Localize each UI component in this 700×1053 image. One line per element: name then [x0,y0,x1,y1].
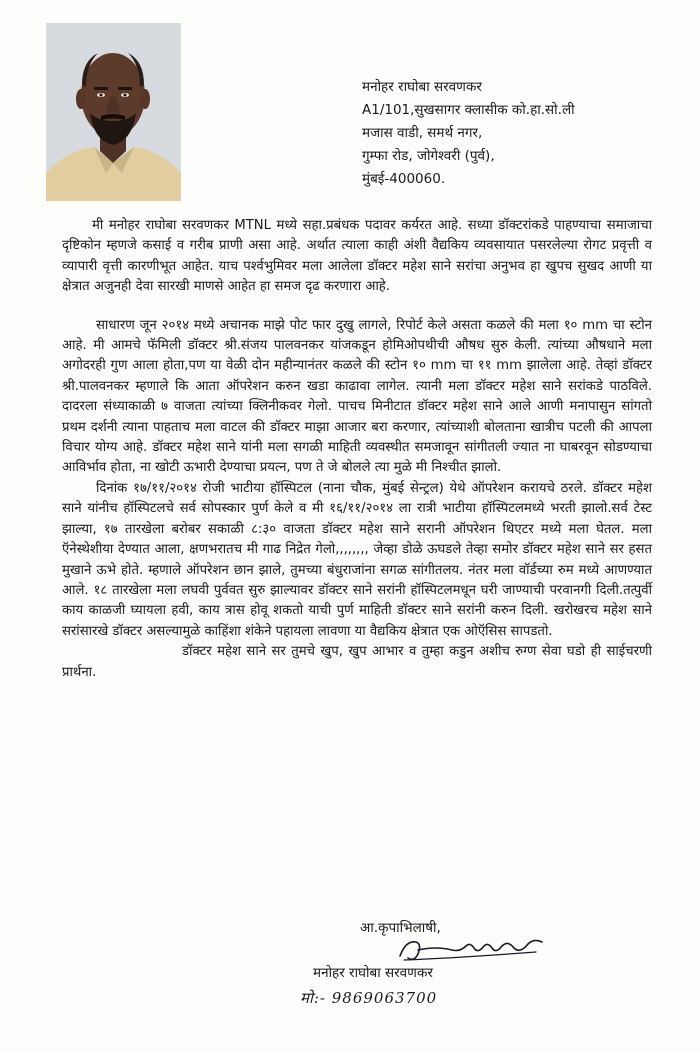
sender-name: मनोहर राघोबा सरवणकर [362,79,482,95]
signoff-name: मनोहर राघोबा सरवणकर [313,965,433,981]
letter-paragraph-3: दिनांक १७/११/२०१४ रोजी भाटीया हॉस्पिटल (नाना चौक, मुंबई सेन्ट्रल) येथे ऑपरेशन करायचे ठरले. डॉक्टर महेश साने यांनीच हॉस्पिटलचे सर्व सोपस्कार पुर्ण केले व मी १६/११/२०१४ ला रात्री भाटीया हॉस्पिटलमध्ये भरती झालो.सर्व टेस्ट झाल्या, १७ तारखेला बरोबर सकाळी ८:३० वाजता डॉक्टर महेश साने सरानी ऑपरेशन थिएटर मध्ये मला घेतल. मला ऍनेस्थेशीया देण्यात आला, क्षणभरातच मी गाढ निद्रेत गेलो,,,,,,,, जेव्हा डोळे ऊघडले तेव्हा समोर डॉक्टर महेश साने सर हसत मुखाने ऊभे होते. म्हणाले ऑपरेशन छान झाले, तुमच्या बंधुराजांना सगळ सांगीतलय. नंतर मला वॉर्डच्या रुम मध्ये आणण्यात आले. १८ तारखेला मला लघवी पुर्ववत सुरु झाल्यावर डॉक्टर साने सरांनी हॉस्पिटलमधून घरी जाण्याची परवानगी दिली.तत्पुर्वी काय काळजी घ्यायला हवी, काय त्रास होवू शकतो याची पुर्ण माहिती डॉक्टर साने सरांनी करुन दिली. खरोखरच महेश साने सरांसारखे डॉक्टर असल्यामुळे काहिंशा शंकेने पहायला लावणा या वैद्यकिय क्षेत्रात एक ओऍसिस सापडतो. [62,480,652,639]
handwritten-signature [396,932,546,966]
address-line-1: A1/101,सुखसागर क्लासीक को.हा.सो.ली [362,102,575,118]
address-line-3: गुम्फा रोड, जोगेश्वरी (पुर्व), [362,148,495,164]
address-line-4: मुंबई-400060. [362,171,446,187]
signoff-phone: मो:- 9869063700 [300,989,438,1007]
portrait-image [46,23,181,201]
letter-body [62,216,652,683]
address-line-2: मजास वाडी, समर्थ नगर, [362,125,483,141]
letter-paragraph-2: साधारण जून २०१४ मध्ये अचानक माझे पोट फार दुखु लागले, रिपोर्ट केले असता कळले की मला १० mm चा स्टोन आहे. मी आमचे फॅमिली डॉक्टर श्री.संजय पालवनकर यांजकडून होमिओपथीची औषध सुरु केली. त्यांच्या औषधाने मला अगोदरही गुण आला होता,पण या वेळी दोन महीन्यानंतर कळले की स्टोन १० mm चा ११ mm झालेला आहे. तेव्हां डॉक्टर श्री.पालवनकर म्हणाले कि आता ऑपरेशन करुन खडा काढावा लागेल. त्यानी मला डॉक्टर महेश साने सरांकडे पाठविले. दादरला संध्याकाळी ७ वाजता त्यांच्या क्लिनीकवर गेलो. पाचच मिनीटात डॉक्टर महेश साने आले आणी मनापासुन सांगतो प्रथम दर्शनी त्याना पाहताच मला वाटल की डॉक्टर माझा आजार बरा करणार, त्यांच्याशी बोलताना खात्रीच पटली की आपला विचार योग्य आहे. डॉक्टर महेश साने यांनी मला सगळी माहिती व्यवस्थीत समजावून सांगीतली ज्यात ना घाबरवून सोडण्याचा आविर्भाव होता, ना खोटी ऊभारी देण्याचा प्रयत्न, पण ते जे बोलले त्या मुळे मी निश्चीत झालो. [62,317,652,476]
letter-paragraph-1: मी मनोहर राघोबा सरवणकर MTNL मध्ये सहा.प्रबंधक पदावर कर्यरत आहे. सध्या डॉक्टरांकडे पाहण्याचा समाजाचा दृष्टिकोन म्हणजे कसाई व गरीब प्राणी असा आहे. अर्थात त्याला काही अंशी वैद्यकिय व्यवसायात पसरलेल्या रोगट प्रवृत्ती व व्यापारी वृत्ती कारणीभूत आहेत. याच पर्श्वभुमिवर मला आलेला डॉक्टर महेश साने सरांचा अनुभव हा खुपच सुखद आणी या क्षेत्रात अजुनही देवा सारखी माणसे आहेत हा समज दृढ करणारा आहे. [62,218,652,295]
letter-closing-paragraph: डॉक्टर महेश साने सर तुमचे खुप, खुप आभार व तुम्हा कडुन अशीच रुग्ण सेवा घडो ही साईचरणी प्रार्थना. [62,644,652,680]
sender-address [362,76,575,191]
portrait-photo [46,23,181,201]
signoff-greeting: आ.कृपाभिलाषी, [360,920,441,936]
